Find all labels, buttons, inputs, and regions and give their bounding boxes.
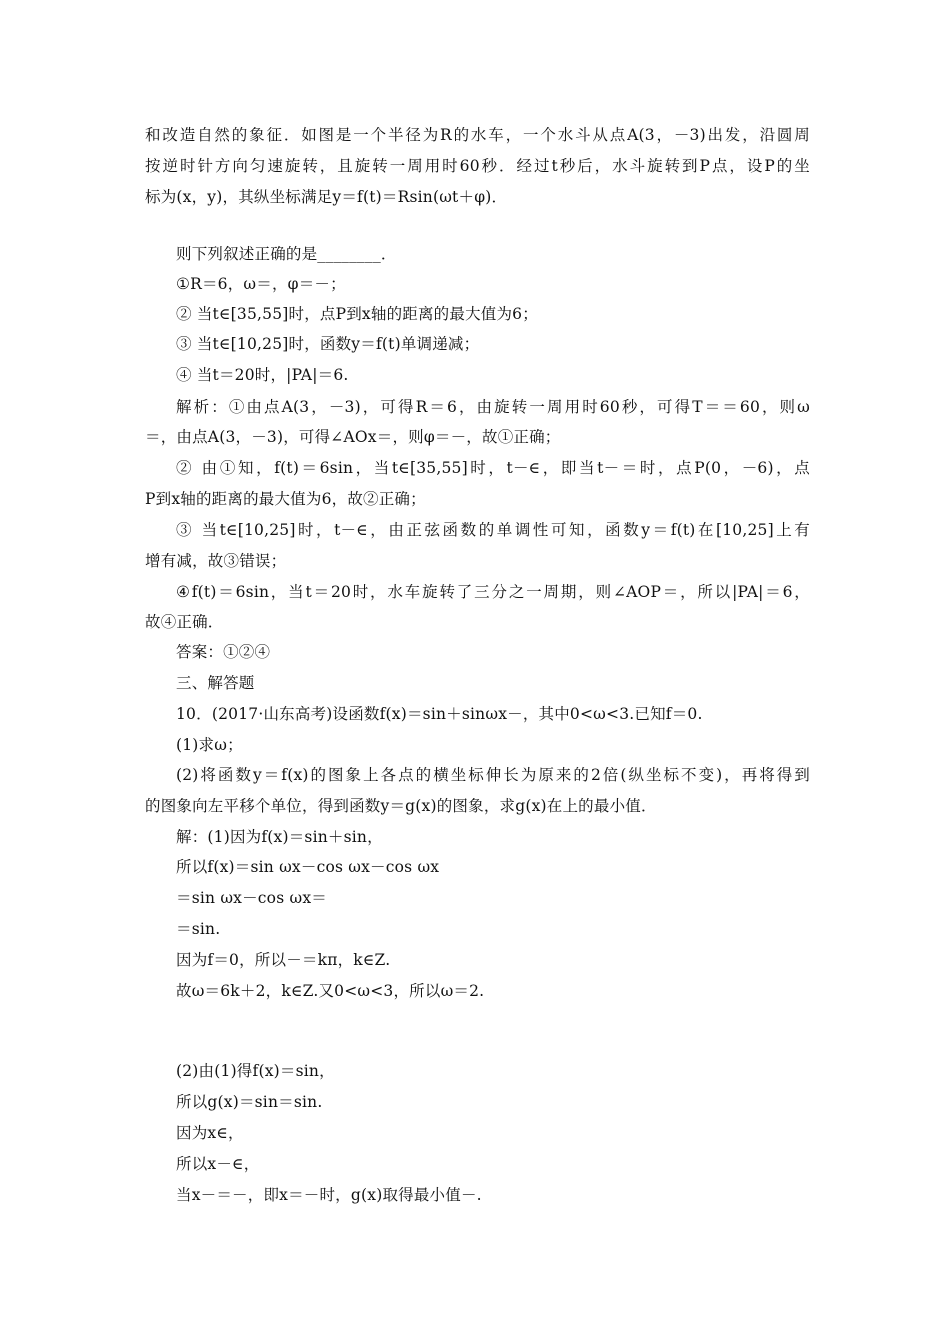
solution-line: ＝sin. [176, 920, 221, 938]
solution-line: 所以x－∈， [176, 1155, 260, 1173]
solution-line: 故ω＝6k＋2，k∈Z.又0<ω<3，所以ω＝2. [176, 982, 485, 1000]
statement-1: ①R＝6，ω＝，φ＝－； [176, 275, 346, 293]
solution-line: 因为f＝0，所以－＝kπ，k∈Z. [176, 951, 391, 969]
analysis-line: ④f(t)＝6sin，当t＝20时，水车旋转了三分之一周期，则∠AOP＝，所以|PA|＝6， [176, 583, 810, 601]
solution-line: 解：(1)因为f(x)＝sin＋sin， [176, 828, 383, 846]
answer-line: 答案：①②④ [176, 643, 271, 661]
solution-line: 所以g(x)＝sin＝sin. [176, 1093, 323, 1111]
problem-part-1: (1)求ω； [176, 736, 243, 754]
problem-part-2: (2)将函数y＝f(x)的图象上各点的横坐标伸长为原来的2倍(纵坐标不变)，再将得到 [176, 766, 810, 784]
solution-line: 所以f(x)＝sin ωx－cos ωx－cos ωx [176, 858, 440, 876]
analysis-line: ＝，由点A(3，－3)，可得∠AOx＝，则φ＝－，故①正确； [145, 428, 561, 446]
solution-line: ＝sin ωx－cos ωx＝ [176, 889, 327, 907]
paragraph-line: 标为(x，y)，其纵坐标满足y＝f(t)＝Rsin(ωt＋φ)． [145, 188, 508, 206]
solution-line: 当x－＝－，即x＝－时，g(x)取得最小值－. [176, 1186, 482, 1204]
analysis-line: 故④正确． [145, 613, 224, 631]
problem-10: 10．(2017·山东高考)设函数f(x)＝sin＋sinωx－，其中0<ω<3.已知f＝0. [176, 705, 703, 723]
solution-line: (2)由(1)得f(x)＝sin， [176, 1062, 335, 1080]
section-heading: 三、解答题 [176, 674, 255, 692]
analysis-line: ② 由①知，f(t)＝6sin，当t∈[35,55]时，t－∈，即当t－＝时，点P(0，－6)，点 [176, 459, 810, 477]
analysis-line: P到x轴的距离的最大值为6，故②正确； [145, 490, 426, 508]
analysis-line: 增有减，故③错误； [145, 552, 287, 570]
statement-3: ③ 当t∈[10,25]时，函数y＝f(t)单调递减； [176, 335, 480, 353]
paragraph-line: 按逆时针方向匀速旋转，且旋转一周用时60秒．经过t秒后，水斗旋转到P点，设P的坐 [145, 157, 810, 175]
analysis-line: 解析：①由点A(3，－3)，可得R＝6，由旋转一周用时60秒，可得T＝＝60，则ω [176, 398, 810, 416]
problem-part-2: 的图象向左平移个单位，得到函数y＝g(x)的图象，求g(x)在上的最小值． [145, 797, 657, 815]
statement-2: ② 当t∈[35,55]时，点P到x轴的距离的最大值为6； [176, 305, 538, 323]
analysis-line: ③ 当t∈[10,25]时，t－∈，由正弦函数的单调性可知，函数y＝f(t)在[10,25]上有 [176, 521, 810, 539]
question-stem: 则下列叙述正确的是________． [176, 245, 397, 263]
paragraph-line: 和改造自然的象征．如图是一个半径为R的水车，一个水斗从点A(3，－3)出发，沿圆周 [145, 126, 810, 144]
statement-4: ④ 当t＝20时，|PA|＝6. [176, 366, 349, 384]
solution-line: 因为x∈， [176, 1124, 244, 1142]
